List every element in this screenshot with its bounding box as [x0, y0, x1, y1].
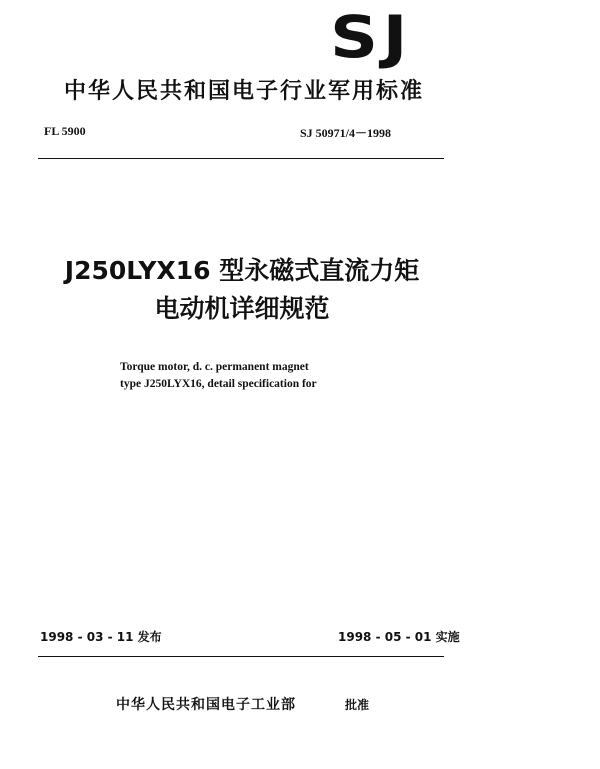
issue-date: 1998 - 03 - 11 发布 — [40, 630, 162, 644]
bottom-divider — [38, 656, 444, 657]
document-title-en — [120, 359, 317, 393]
effective-date: 1998 - 05 - 01 实施 — [338, 630, 460, 644]
sj-logo: SJ — [330, 3, 413, 71]
document-title-zh — [40, 252, 444, 328]
document-title-zh-line1: J250LYX16 型永磁式直流力矩 — [64, 256, 420, 285]
document-title-zh-line2: 电动机详细规范 — [154, 294, 330, 323]
classification-code: FL 5900 — [44, 124, 86, 138]
document-title-en-line1: Torque motor, d. c. permanent magnet — [120, 361, 309, 373]
document-title-en-line2: type J250LYX16, detail specification for — [120, 378, 317, 390]
approve-label: 批准 — [345, 698, 370, 712]
standard-number: SJ 50971/4－1998 — [300, 126, 392, 140]
standard-category-title: 中华人民共和国电子行业军用标准 — [64, 79, 425, 104]
top-divider — [38, 158, 444, 159]
approving-authority: 中华人民共和国电子工业部 — [116, 697, 296, 713]
